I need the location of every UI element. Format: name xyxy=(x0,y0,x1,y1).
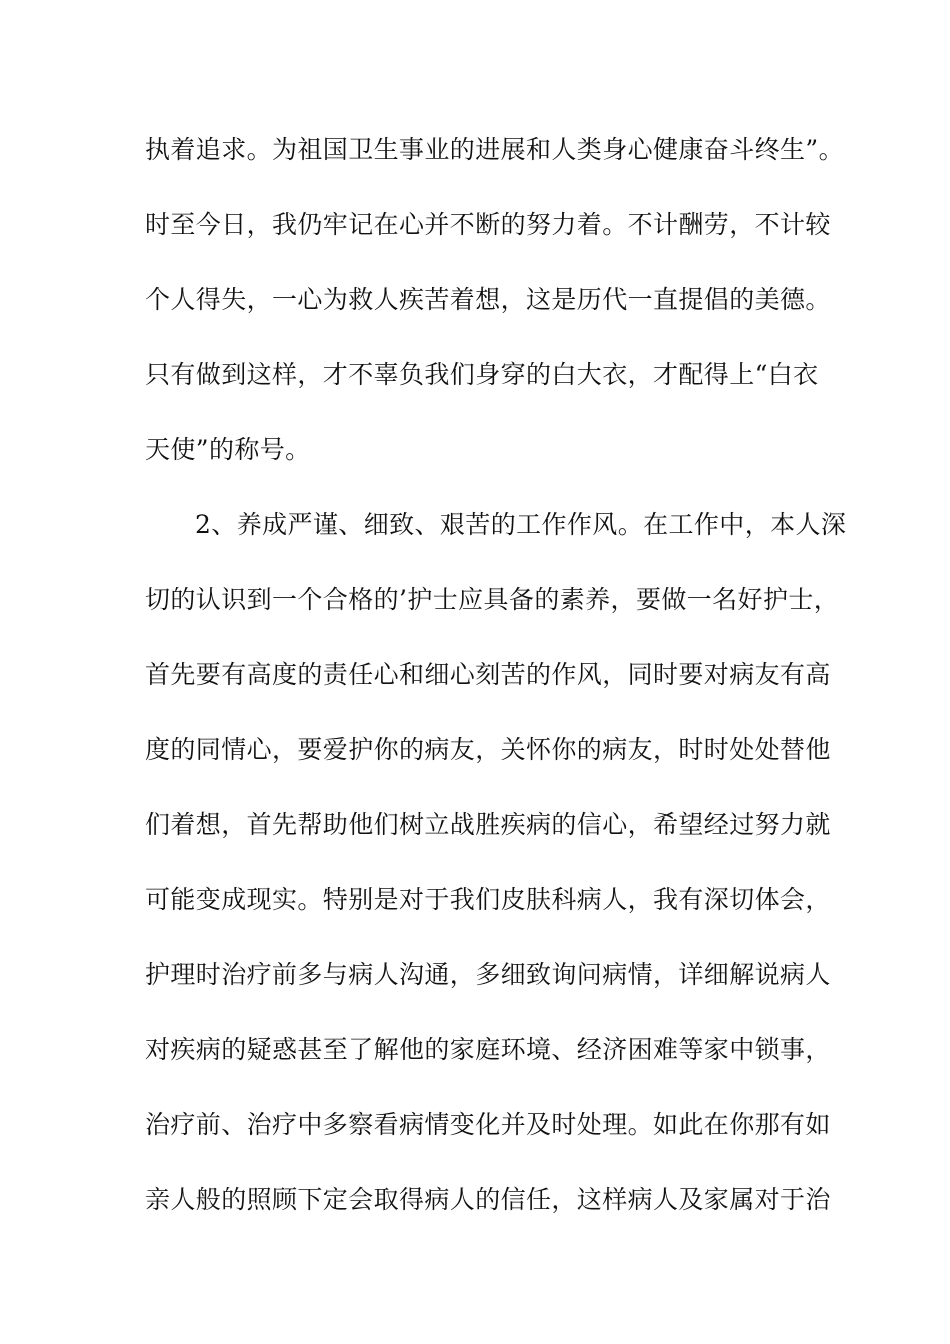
paragraph-line: 治疗前、治疗中多察看病情变化并及时处理。如此在你那有如 xyxy=(145,1110,831,1139)
paragraph-line: 度的同情心，要爱护你的病友，关怀你的病友，时时处处替他 xyxy=(145,735,831,764)
paragraph-line: 对疾病的疑惑甚至了解他的家庭环境、经济困难等家中锁事， xyxy=(145,1035,831,1064)
paragraph-line: 天使”的称号。 xyxy=(145,435,311,464)
paragraph-line: 亲人般的照顾下定会取得病人的信任，这样病人及家属对于治 xyxy=(145,1185,831,1214)
paragraph-line: 只有做到这样，才不辜负我们身穿的白大衣，才配得上“白衣 xyxy=(145,360,819,389)
paragraph-line: 首先要有高度的责任心和细心刻苦的作风，同时要对病友有高 xyxy=(145,660,831,689)
paragraph-line: 切的认识到一个合格的’护士应具备的素养，要做一名好护士， xyxy=(145,585,840,614)
paragraph-line: 执着追求。为祖国卫生事业的进展和人类身心健康奋斗终生”。 xyxy=(145,135,844,164)
paragraph-line: 2、养成严谨、细致、艰苦的工作作风。在工作中，本人深 xyxy=(195,510,847,539)
paragraph-line: 可能变成现实。特别是对于我们皮肤科病人，我有深切体会， xyxy=(145,885,831,914)
paragraph-line: 护理时治疗前多与病人沟通，多细致询问病情，详细解说病人 xyxy=(145,960,831,989)
paragraph-line: 时至今日，我仍牢记在心并不断的努力着。不计酬劳，不计较 xyxy=(145,210,831,239)
paragraph-line: 个人得失，一心为救人疾苦着想，这是历代一直提倡的美德。 xyxy=(145,285,831,314)
paragraph-line: 们着想，首先帮助他们树立战胜疾病的信心，希望经过努力就 xyxy=(145,810,831,839)
